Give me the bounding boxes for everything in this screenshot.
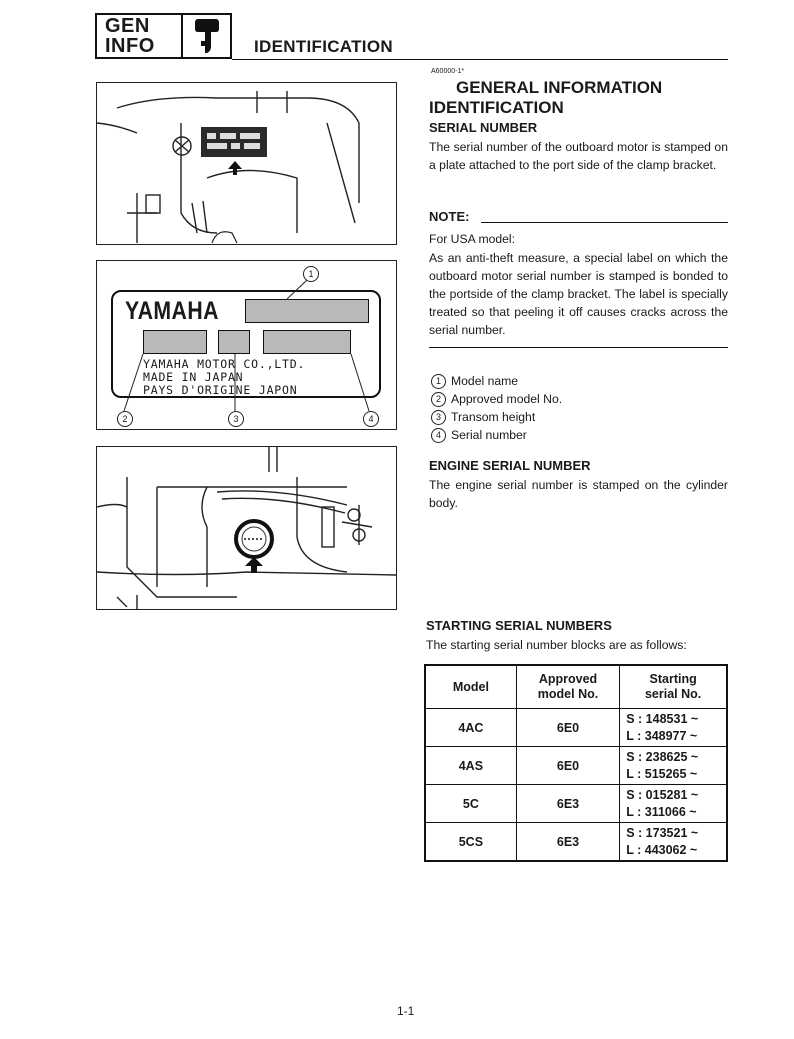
section-tab-line1: GEN [105, 15, 150, 37]
note-text: As an anti-theft measure, a special label on which the outboard motor serial number is stamped is bonded to the portside of the clamp bracket. The label is specially treated so that peeling it off causes cracks across the serial number. [429, 251, 728, 337]
header-model: Model [425, 665, 516, 709]
anti-theft-label-figure [96, 260, 397, 430]
engine-serial-location-figure [96, 446, 397, 610]
section-tab [95, 13, 232, 59]
legend-item [431, 372, 562, 390]
cell-approved: 6E0 [516, 709, 619, 747]
starting-serials-text: The starting serial number blocks are as follows: [426, 638, 687, 652]
starting-serials-title: STARTING SERIAL NUMBERS [426, 618, 612, 633]
engine-serial-title: ENGINE SERIAL NUMBER [429, 458, 591, 473]
legend-number: 1 [431, 374, 446, 389]
header-starting: Starting serial No. [620, 665, 727, 709]
cell-serial: S : 173521 ~ L : 443062 ~ [620, 823, 727, 862]
cell-model: 4AS [425, 747, 516, 785]
callout-3: 3 [228, 411, 244, 427]
note-rule [481, 222, 728, 223]
legend-number: 4 [431, 428, 446, 443]
label-line-3: PAYS D'ORIGINE JAPON [143, 383, 298, 397]
legend-label: Serial number [451, 428, 527, 442]
note-end-rule [429, 347, 728, 348]
heading-identification: IDENTIFICATION [429, 98, 564, 117]
header-approved: Approved model No. [516, 665, 619, 709]
heading-general-information: GENERAL INFORMATION [456, 78, 663, 97]
legend-label: Approved model No. [451, 392, 563, 406]
table-row [425, 823, 727, 862]
outboard-motor-icon [183, 15, 230, 57]
page-header-title: IDENTIFICATION [254, 37, 393, 56]
serial-number-title: SERIAL NUMBER [429, 120, 538, 135]
serial-number-text: The serial number of the outboard motor is stamped on a plate attached to the port side of the clamp bracket. [429, 140, 728, 172]
callout-4: 4 [363, 411, 379, 427]
cell-serial: S : 148531 ~ L : 348977 ~ [620, 709, 727, 747]
cell-serial: S : 015281 ~ L : 311066 ~ [620, 785, 727, 823]
doc-code: A60000-1* [431, 68, 465, 75]
table-header-row [425, 665, 727, 709]
table-row [425, 709, 727, 747]
legend-item [431, 426, 562, 444]
table-row [425, 747, 727, 785]
section-tab-line2: INFO [105, 35, 155, 57]
note-line-1: For USA model: [429, 232, 516, 246]
cell-model: 4AC [425, 709, 516, 747]
cell-model: 5CS [425, 823, 516, 862]
legend-list [431, 372, 562, 444]
legend-item [431, 390, 562, 408]
cell-approved: 6E3 [516, 785, 619, 823]
note-label: NOTE: [429, 209, 470, 224]
legend-label: Transom height [451, 410, 536, 424]
label-line-1: YAMAHA MOTOR CO.,LTD. [143, 357, 306, 371]
starting-serials-table [424, 664, 728, 862]
label-brand: YAMAHA [125, 297, 219, 325]
cell-approved: 6E3 [516, 823, 619, 862]
cell-model: 5C [425, 785, 516, 823]
header-rule [232, 59, 728, 60]
table-row [425, 785, 727, 823]
callout-2: 2 [117, 411, 133, 427]
legend-number: 2 [431, 392, 446, 407]
page-number: 1-1 [397, 1004, 415, 1018]
cell-serial: S : 238625 ~ L : 515265 ~ [620, 747, 727, 785]
engine-serial-text: The engine serial number is stamped on the cylinder body. [429, 478, 728, 510]
section-tab-label [97, 15, 183, 57]
legend-label: Model name [451, 374, 519, 388]
legend-item [431, 408, 562, 426]
label-line-2: MADE IN JAPAN [143, 370, 244, 384]
serial-plate-location-figure [96, 82, 397, 245]
legend-number: 3 [431, 410, 446, 425]
cell-approved: 6E0 [516, 747, 619, 785]
callout-1: 1 [303, 266, 319, 282]
callout-leaders [97, 261, 396, 429]
